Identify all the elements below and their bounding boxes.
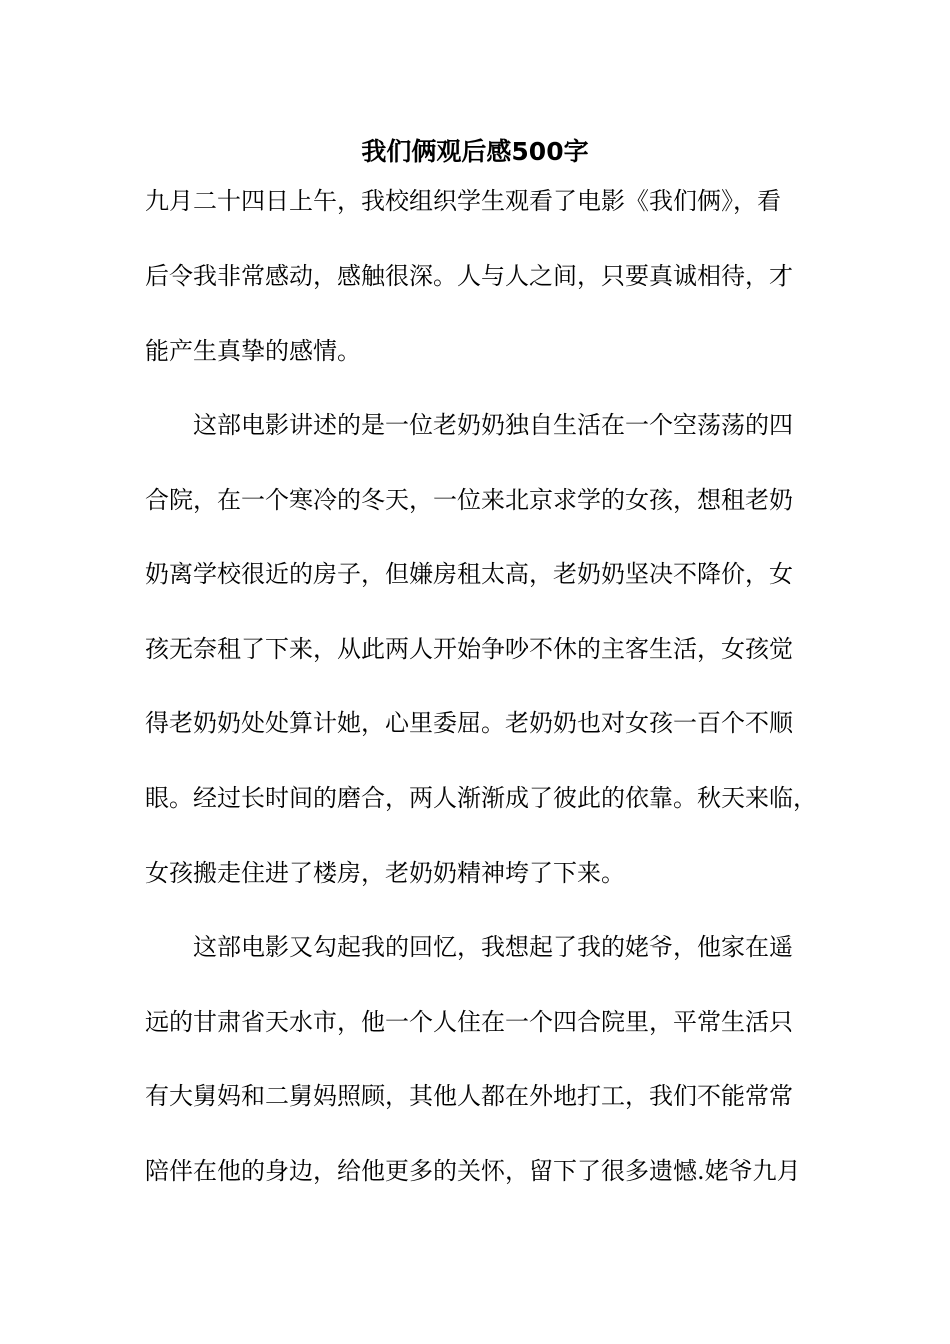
document-title: 我们俩观后感500字 <box>361 137 589 166</box>
text-line: 奶离学校很近的房子，但嫌房租太高，老奶奶坚决不降价，女 <box>145 560 793 588</box>
text-line: 这部电影讲述的是一位老奶奶独自生活在一个空荡荡的四 <box>145 411 793 439</box>
text-line: 能产生真挚的感情。 <box>145 337 361 365</box>
text-line: 合院，在一个寒冷的冬天，一位来北京求学的女孩，想租老奶 <box>145 486 793 514</box>
text-line: 得老奶奶处处算计她，心里委屈。老奶奶也对女孩一百个不顺 <box>145 709 793 737</box>
text-line: 陪伴在他的身边，给他更多的关怀，留下了很多遗憾.姥爷九月 <box>145 1157 801 1185</box>
text-line: 眼。经过长时间的磨合，两人渐渐成了彼此的依靠。秋天来临， <box>145 784 817 812</box>
text-line: 后令我非常感动，感触很深。人与人之间，只要真诚相待，才 <box>145 262 793 290</box>
text-line: 远的甘肃省天水市，他一个人住在一个四合院里，平常生活只 <box>145 1008 793 1036</box>
text-line: 这部电影又勾起我的回忆，我想起了我的姥爷，他家在遥 <box>145 933 793 961</box>
text-line: 女孩搬走住进了楼房，老奶奶精神垮了下来。 <box>145 859 625 887</box>
text-line: 有大舅妈和二舅妈照顾，其他人都在外地打工，我们不能常常 <box>145 1082 793 1110</box>
text-line: 九月二十四日上午，我校组织学生观看了电影《我们俩》，看 <box>145 187 781 215</box>
text-line: 孩无奈租了下来，从此两人开始争吵不休的主客生活，女孩觉 <box>145 635 793 663</box>
